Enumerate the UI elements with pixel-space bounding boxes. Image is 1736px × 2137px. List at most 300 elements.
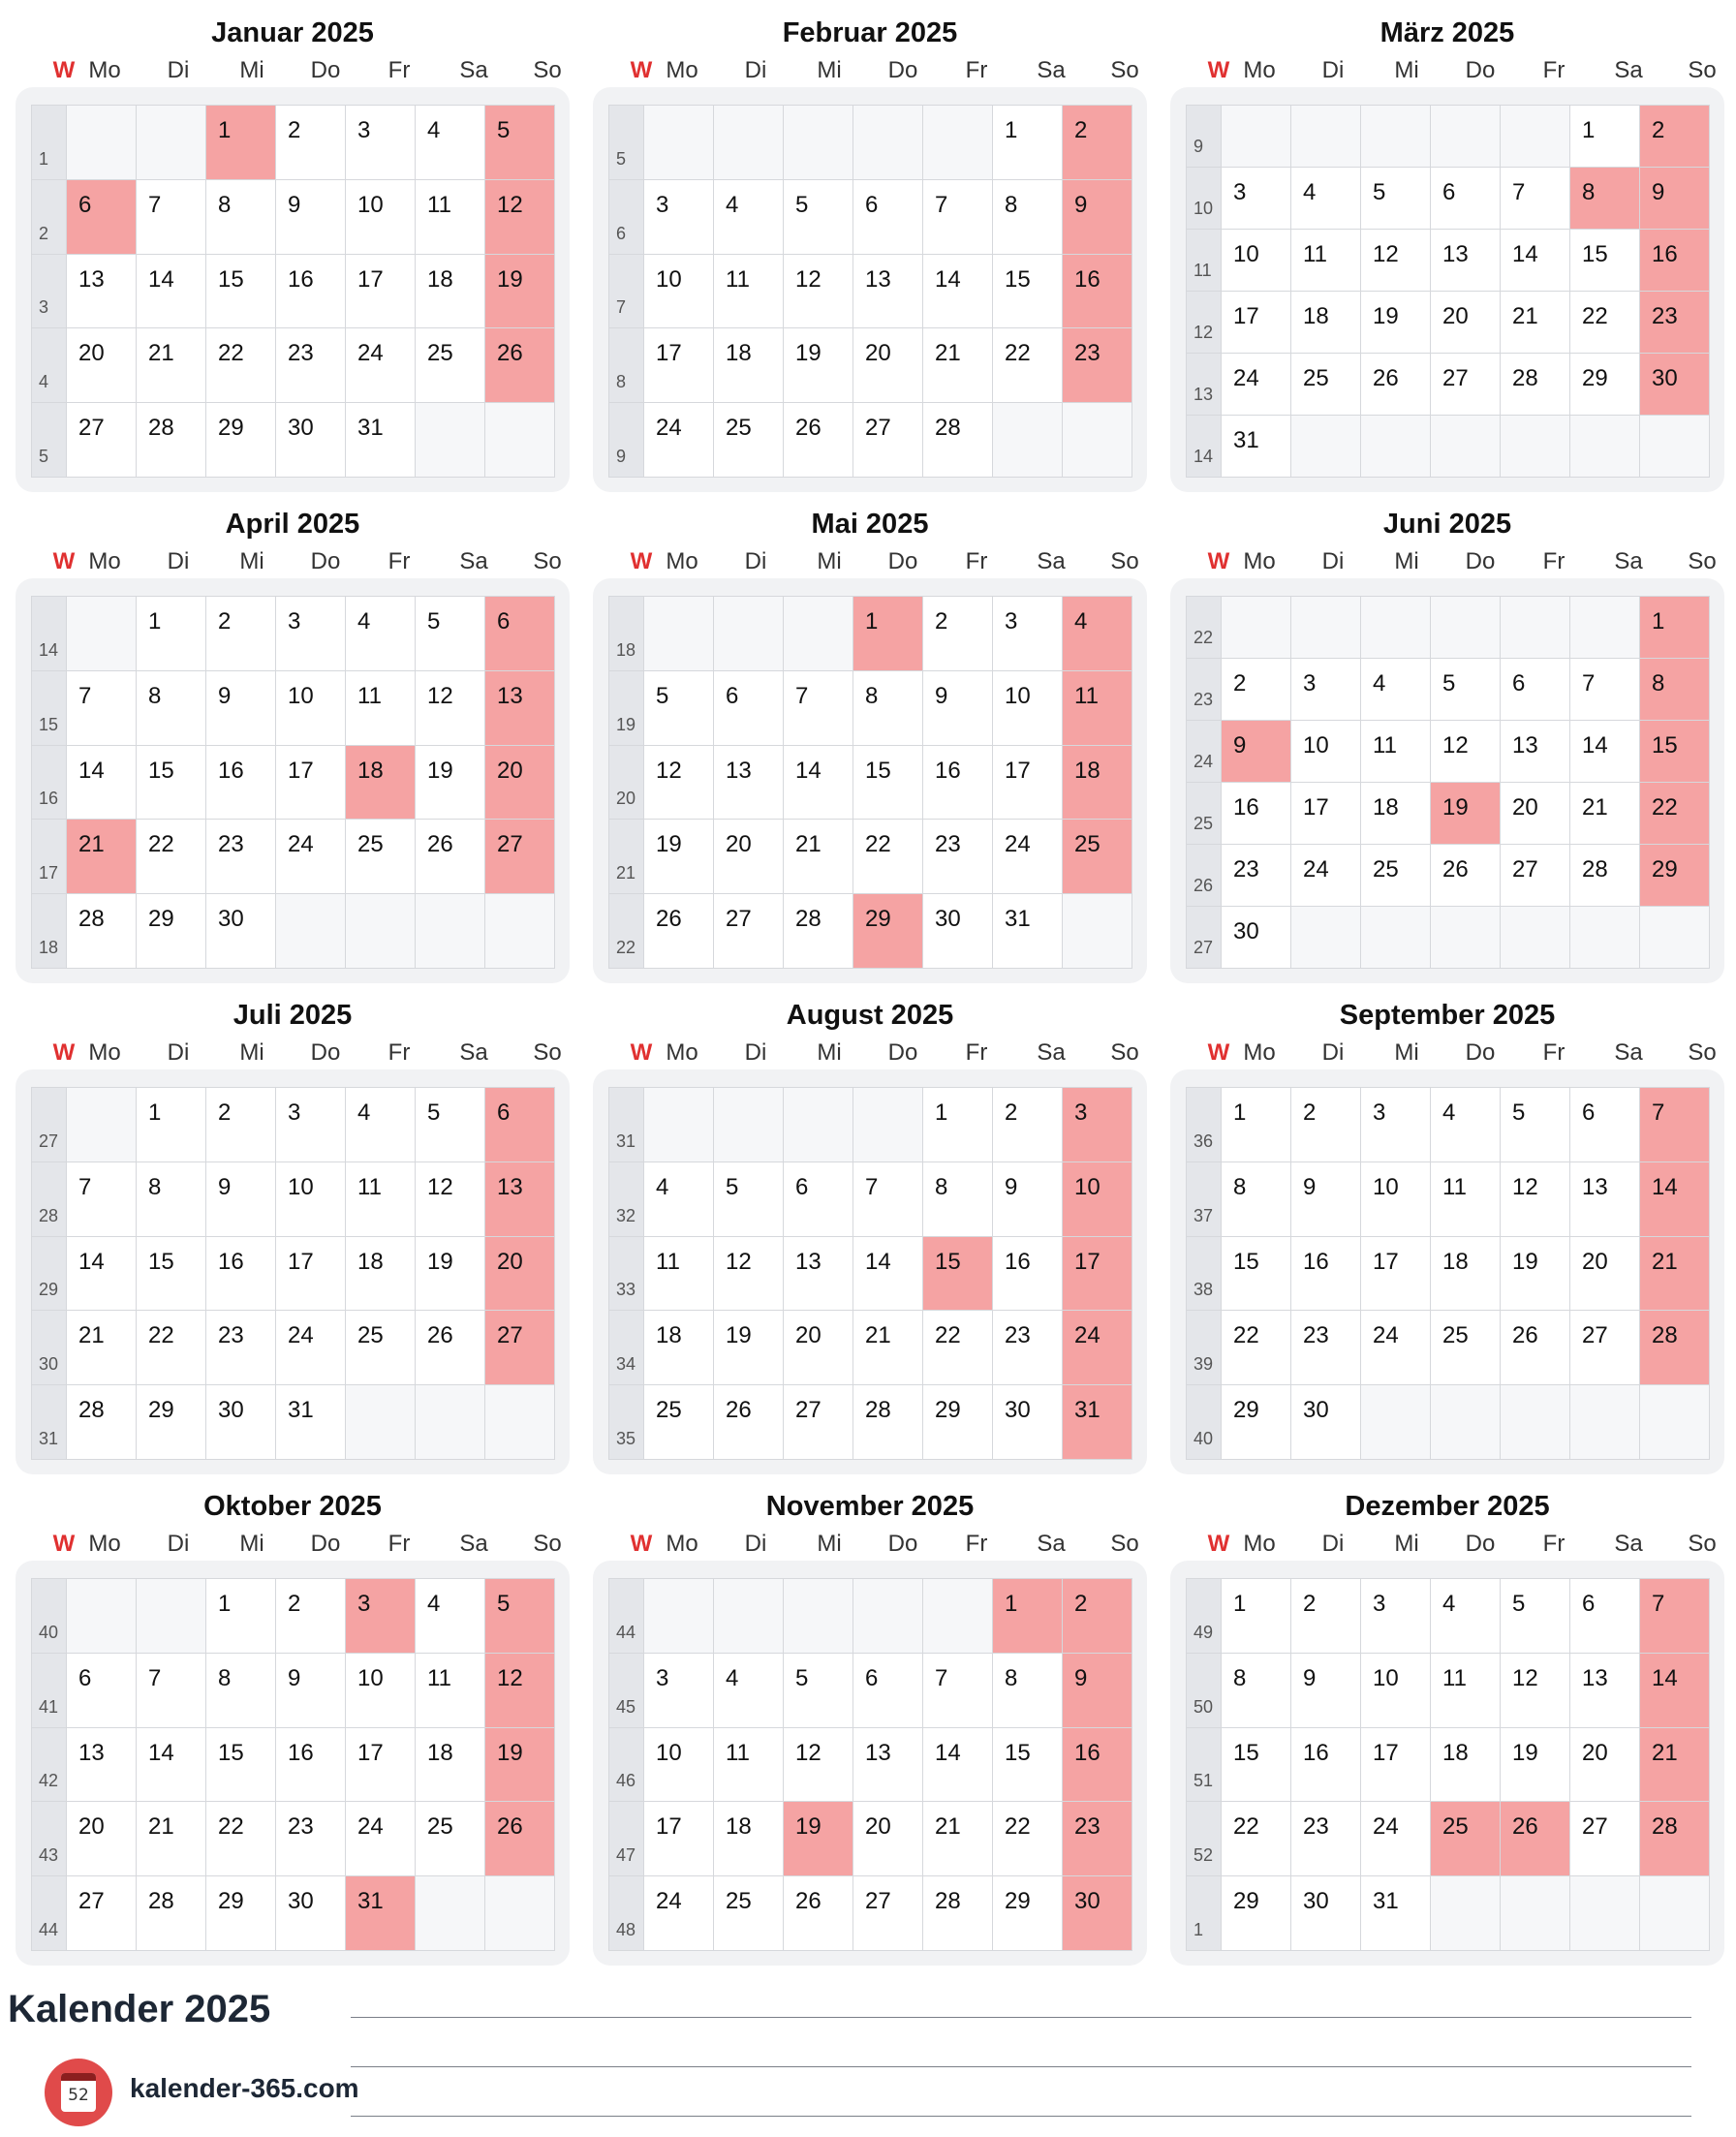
day-cell[interactable] (1431, 292, 1501, 354)
holiday-cell[interactable] (1501, 1802, 1570, 1876)
day-cell[interactable] (784, 1728, 853, 1803)
day-cell[interactable] (1291, 845, 1361, 907)
day-cell[interactable] (1291, 1237, 1361, 1312)
sunday-cell[interactable] (1063, 328, 1132, 403)
day-cell[interactable] (276, 1237, 346, 1312)
day-cell[interactable] (346, 1162, 416, 1237)
day-cell[interactable] (1291, 1385, 1361, 1460)
day-cell[interactable] (1361, 292, 1431, 354)
holiday-cell[interactable] (853, 597, 923, 671)
day-cell[interactable] (67, 746, 137, 821)
day-cell[interactable] (206, 328, 276, 403)
day-cell[interactable] (206, 180, 276, 255)
day-cell[interactable] (1570, 1579, 1640, 1654)
day-cell[interactable] (714, 1802, 784, 1876)
day-cell[interactable] (137, 1311, 206, 1385)
day-cell[interactable] (1222, 1654, 1291, 1728)
day-cell[interactable] (1361, 1237, 1431, 1312)
sunday-cell[interactable] (1640, 1579, 1710, 1654)
holiday-cell[interactable] (67, 820, 137, 894)
day-cell[interactable] (1570, 106, 1640, 168)
day-cell[interactable] (416, 1088, 485, 1162)
day-cell[interactable] (1431, 230, 1501, 292)
day-cell[interactable] (784, 1311, 853, 1385)
day-cell[interactable] (206, 1237, 276, 1312)
day-cell[interactable] (1570, 1802, 1640, 1876)
sunday-cell[interactable] (1063, 820, 1132, 894)
day-cell[interactable] (137, 1237, 206, 1312)
sunday-cell[interactable] (485, 180, 555, 255)
day-cell[interactable] (1361, 168, 1431, 230)
day-cell[interactable] (346, 1311, 416, 1385)
day-cell[interactable] (206, 746, 276, 821)
day-cell[interactable] (1361, 354, 1431, 416)
day-cell[interactable] (276, 1162, 346, 1237)
day-cell[interactable] (346, 1237, 416, 1312)
day-cell[interactable] (1431, 168, 1501, 230)
day-cell[interactable] (67, 328, 137, 403)
day-cell[interactable] (1501, 845, 1570, 907)
day-cell[interactable] (1501, 168, 1570, 230)
day-cell[interactable] (1501, 659, 1570, 721)
day-cell[interactable] (346, 106, 416, 180)
day-cell[interactable] (1570, 230, 1640, 292)
day-cell[interactable] (67, 1728, 137, 1803)
day-cell[interactable] (993, 597, 1063, 671)
day-cell[interactable] (644, 1162, 714, 1237)
day-cell[interactable] (1291, 168, 1361, 230)
sunday-cell[interactable] (485, 671, 555, 746)
day-cell[interactable] (1222, 783, 1291, 845)
day-cell[interactable] (346, 403, 416, 478)
day-cell[interactable] (993, 328, 1063, 403)
sunday-cell[interactable] (1063, 1728, 1132, 1803)
sunday-cell[interactable] (1640, 1162, 1710, 1237)
sunday-cell[interactable] (1063, 1876, 1132, 1951)
day-cell[interactable] (784, 255, 853, 329)
holiday-cell[interactable] (346, 1579, 416, 1654)
sunday-cell[interactable] (485, 1728, 555, 1803)
day-cell[interactable] (1291, 659, 1361, 721)
day-cell[interactable] (784, 1876, 853, 1951)
day-cell[interactable] (1291, 1088, 1361, 1162)
sunday-cell[interactable] (485, 820, 555, 894)
day-cell[interactable] (1222, 1579, 1291, 1654)
sunday-cell[interactable] (1640, 845, 1710, 907)
sunday-cell[interactable] (1063, 1654, 1132, 1728)
day-cell[interactable] (784, 671, 853, 746)
day-cell[interactable] (714, 746, 784, 821)
holiday-cell[interactable] (346, 746, 416, 821)
day-cell[interactable] (416, 671, 485, 746)
holiday-cell[interactable] (206, 106, 276, 180)
sunday-cell[interactable] (1063, 1088, 1132, 1162)
day-cell[interactable] (1222, 659, 1291, 721)
day-cell[interactable] (993, 255, 1063, 329)
day-cell[interactable] (1361, 721, 1431, 783)
day-cell[interactable] (644, 180, 714, 255)
day-cell[interactable] (1570, 292, 1640, 354)
day-cell[interactable] (67, 894, 137, 969)
sunday-cell[interactable] (1063, 1162, 1132, 1237)
day-cell[interactable] (644, 1876, 714, 1951)
day-cell[interactable] (1431, 721, 1501, 783)
day-cell[interactable] (993, 1237, 1063, 1312)
day-cell[interactable] (1570, 783, 1640, 845)
day-cell[interactable] (416, 1162, 485, 1237)
sunday-cell[interactable] (1640, 354, 1710, 416)
day-cell[interactable] (1501, 1237, 1570, 1312)
day-cell[interactable] (1570, 659, 1640, 721)
day-cell[interactable] (993, 1385, 1063, 1460)
day-cell[interactable] (276, 1728, 346, 1803)
day-cell[interactable] (206, 1728, 276, 1803)
day-cell[interactable] (644, 403, 714, 478)
day-cell[interactable] (714, 180, 784, 255)
day-cell[interactable] (993, 1311, 1063, 1385)
day-cell[interactable] (714, 1162, 784, 1237)
day-cell[interactable] (714, 403, 784, 478)
day-cell[interactable] (1570, 1654, 1640, 1728)
day-cell[interactable] (276, 1802, 346, 1876)
holiday-cell[interactable] (1431, 783, 1501, 845)
day-cell[interactable] (1361, 1728, 1431, 1803)
day-cell[interactable] (1291, 230, 1361, 292)
day-cell[interactable] (67, 671, 137, 746)
day-cell[interactable] (923, 1385, 993, 1460)
day-cell[interactable] (993, 1088, 1063, 1162)
day-cell[interactable] (416, 255, 485, 329)
day-cell[interactable] (416, 1728, 485, 1803)
day-cell[interactable] (923, 671, 993, 746)
day-cell[interactable] (644, 894, 714, 969)
day-cell[interactable] (1361, 845, 1431, 907)
day-cell[interactable] (1361, 659, 1431, 721)
day-cell[interactable] (784, 1385, 853, 1460)
sunday-cell[interactable] (1640, 1654, 1710, 1728)
day-cell[interactable] (137, 1728, 206, 1803)
day-cell[interactable] (67, 1876, 137, 1951)
sunday-cell[interactable] (1063, 746, 1132, 821)
day-cell[interactable] (993, 180, 1063, 255)
day-cell[interactable] (1291, 1876, 1361, 1951)
day-cell[interactable] (853, 1876, 923, 1951)
day-cell[interactable] (1570, 1728, 1640, 1803)
day-cell[interactable] (993, 894, 1063, 969)
day-cell[interactable] (416, 1654, 485, 1728)
day-cell[interactable] (276, 106, 346, 180)
day-cell[interactable] (1431, 354, 1501, 416)
day-cell[interactable] (67, 1385, 137, 1460)
day-cell[interactable] (67, 1654, 137, 1728)
day-cell[interactable] (714, 255, 784, 329)
day-cell[interactable] (853, 255, 923, 329)
day-cell[interactable] (1431, 1311, 1501, 1385)
day-cell[interactable] (644, 1802, 714, 1876)
sunday-cell[interactable] (485, 255, 555, 329)
sunday-cell[interactable] (485, 1802, 555, 1876)
sunday-cell[interactable] (1640, 597, 1710, 659)
day-cell[interactable] (346, 1654, 416, 1728)
day-cell[interactable] (923, 1654, 993, 1728)
day-cell[interactable] (206, 894, 276, 969)
day-cell[interactable] (923, 1088, 993, 1162)
day-cell[interactable] (993, 1802, 1063, 1876)
day-cell[interactable] (1361, 783, 1431, 845)
sunday-cell[interactable] (1640, 1237, 1710, 1312)
day-cell[interactable] (276, 328, 346, 403)
day-cell[interactable] (1291, 292, 1361, 354)
day-cell[interactable] (923, 180, 993, 255)
sunday-cell[interactable] (1063, 671, 1132, 746)
day-cell[interactable] (67, 1802, 137, 1876)
day-cell[interactable] (993, 1728, 1063, 1803)
day-cell[interactable] (1501, 721, 1570, 783)
day-cell[interactable] (137, 746, 206, 821)
day-cell[interactable] (206, 1311, 276, 1385)
day-cell[interactable] (276, 820, 346, 894)
day-cell[interactable] (644, 1311, 714, 1385)
day-cell[interactable] (276, 1876, 346, 1951)
day-cell[interactable] (714, 1311, 784, 1385)
day-cell[interactable] (1501, 292, 1570, 354)
day-cell[interactable] (784, 180, 853, 255)
day-cell[interactable] (137, 1088, 206, 1162)
day-cell[interactable] (714, 1728, 784, 1803)
day-cell[interactable] (1291, 1579, 1361, 1654)
day-cell[interactable] (276, 1088, 346, 1162)
day-cell[interactable] (853, 1802, 923, 1876)
day-cell[interactable] (784, 328, 853, 403)
day-cell[interactable] (416, 597, 485, 671)
day-cell[interactable] (1361, 1802, 1431, 1876)
day-cell[interactable] (137, 671, 206, 746)
day-cell[interactable] (1291, 1162, 1361, 1237)
day-cell[interactable] (67, 1237, 137, 1312)
day-cell[interactable] (853, 180, 923, 255)
day-cell[interactable] (416, 1802, 485, 1876)
day-cell[interactable] (416, 820, 485, 894)
day-cell[interactable] (853, 1311, 923, 1385)
day-cell[interactable] (784, 820, 853, 894)
day-cell[interactable] (206, 1162, 276, 1237)
day-cell[interactable] (1431, 845, 1501, 907)
sunday-cell[interactable] (1063, 1385, 1132, 1460)
day-cell[interactable] (923, 1311, 993, 1385)
day-cell[interactable] (784, 1237, 853, 1312)
day-cell[interactable] (346, 255, 416, 329)
sunday-cell[interactable] (1640, 106, 1710, 168)
day-cell[interactable] (346, 1088, 416, 1162)
day-cell[interactable] (416, 1311, 485, 1385)
sunday-cell[interactable] (1640, 292, 1710, 354)
day-cell[interactable] (1291, 783, 1361, 845)
day-cell[interactable] (416, 746, 485, 821)
day-cell[interactable] (346, 597, 416, 671)
day-cell[interactable] (346, 1728, 416, 1803)
day-cell[interactable] (1361, 1311, 1431, 1385)
sunday-cell[interactable] (485, 1162, 555, 1237)
day-cell[interactable] (206, 1802, 276, 1876)
day-cell[interactable] (1222, 1311, 1291, 1385)
day-cell[interactable] (1222, 1162, 1291, 1237)
day-cell[interactable] (346, 328, 416, 403)
day-cell[interactable] (784, 1162, 853, 1237)
day-cell[interactable] (923, 746, 993, 821)
day-cell[interactable] (993, 671, 1063, 746)
day-cell[interactable] (1501, 1088, 1570, 1162)
day-cell[interactable] (1222, 907, 1291, 969)
holiday-cell[interactable] (784, 1802, 853, 1876)
day-cell[interactable] (1222, 1237, 1291, 1312)
day-cell[interactable] (644, 1728, 714, 1803)
day-cell[interactable] (923, 597, 993, 671)
day-cell[interactable] (346, 1802, 416, 1876)
sunday-cell[interactable] (1640, 1728, 1710, 1803)
day-cell[interactable] (1361, 1654, 1431, 1728)
day-cell[interactable] (1291, 354, 1361, 416)
day-cell[interactable] (644, 1654, 714, 1728)
day-cell[interactable] (714, 820, 784, 894)
day-cell[interactable] (1361, 1579, 1431, 1654)
holiday-cell[interactable] (923, 1237, 993, 1312)
sunday-cell[interactable] (1640, 168, 1710, 230)
day-cell[interactable] (1501, 1654, 1570, 1728)
day-cell[interactable] (1222, 1385, 1291, 1460)
day-cell[interactable] (1222, 1802, 1291, 1876)
day-cell[interactable] (1501, 1311, 1570, 1385)
day-cell[interactable] (993, 1876, 1063, 1951)
day-cell[interactable] (206, 255, 276, 329)
sunday-cell[interactable] (1063, 597, 1132, 671)
day-cell[interactable] (853, 820, 923, 894)
day-cell[interactable] (1291, 721, 1361, 783)
day-cell[interactable] (206, 1088, 276, 1162)
day-cell[interactable] (784, 403, 853, 478)
day-cell[interactable] (923, 820, 993, 894)
day-cell[interactable] (644, 671, 714, 746)
day-cell[interactable] (714, 894, 784, 969)
day-cell[interactable] (276, 180, 346, 255)
day-cell[interactable] (137, 597, 206, 671)
day-cell[interactable] (853, 1654, 923, 1728)
day-cell[interactable] (1222, 354, 1291, 416)
day-cell[interactable] (416, 1579, 485, 1654)
day-cell[interactable] (137, 1385, 206, 1460)
holiday-cell[interactable] (67, 180, 137, 255)
day-cell[interactable] (1222, 1088, 1291, 1162)
holiday-cell[interactable] (1222, 721, 1291, 783)
day-cell[interactable] (67, 1311, 137, 1385)
sunday-cell[interactable] (1640, 1088, 1710, 1162)
day-cell[interactable] (644, 328, 714, 403)
day-cell[interactable] (784, 746, 853, 821)
day-cell[interactable] (206, 671, 276, 746)
day-cell[interactable] (137, 328, 206, 403)
sunday-cell[interactable] (1063, 1802, 1132, 1876)
holiday-cell[interactable] (993, 1579, 1063, 1654)
day-cell[interactable] (1570, 721, 1640, 783)
sunday-cell[interactable] (1640, 783, 1710, 845)
day-cell[interactable] (1222, 1728, 1291, 1803)
day-cell[interactable] (853, 1162, 923, 1237)
day-cell[interactable] (853, 1728, 923, 1803)
day-cell[interactable] (1291, 1802, 1361, 1876)
day-cell[interactable] (137, 894, 206, 969)
day-cell[interactable] (1361, 1876, 1431, 1951)
day-cell[interactable] (416, 1237, 485, 1312)
day-cell[interactable] (853, 328, 923, 403)
day-cell[interactable] (1431, 1579, 1501, 1654)
day-cell[interactable] (276, 671, 346, 746)
day-cell[interactable] (923, 328, 993, 403)
day-cell[interactable] (206, 403, 276, 478)
day-cell[interactable] (1291, 1654, 1361, 1728)
day-cell[interactable] (276, 403, 346, 478)
day-cell[interactable] (1501, 783, 1570, 845)
day-cell[interactable] (1222, 168, 1291, 230)
day-cell[interactable] (993, 1162, 1063, 1237)
day-cell[interactable] (137, 1802, 206, 1876)
day-cell[interactable] (1361, 230, 1431, 292)
day-cell[interactable] (206, 1654, 276, 1728)
day-cell[interactable] (923, 255, 993, 329)
day-cell[interactable] (1222, 1876, 1291, 1951)
day-cell[interactable] (1361, 1088, 1431, 1162)
sunday-cell[interactable] (1640, 230, 1710, 292)
day-cell[interactable] (1431, 1162, 1501, 1237)
day-cell[interactable] (1570, 1088, 1640, 1162)
day-cell[interactable] (416, 180, 485, 255)
day-cell[interactable] (137, 255, 206, 329)
day-cell[interactable] (714, 1876, 784, 1951)
day-cell[interactable] (1431, 1088, 1501, 1162)
day-cell[interactable] (346, 180, 416, 255)
sunday-cell[interactable] (485, 746, 555, 821)
day-cell[interactable] (206, 597, 276, 671)
day-cell[interactable] (67, 1162, 137, 1237)
day-cell[interactable] (276, 1385, 346, 1460)
sunday-cell[interactable] (1640, 721, 1710, 783)
day-cell[interactable] (923, 1802, 993, 1876)
sunday-cell[interactable] (1640, 1311, 1710, 1385)
day-cell[interactable] (276, 597, 346, 671)
day-cell[interactable] (993, 1654, 1063, 1728)
day-cell[interactable] (853, 403, 923, 478)
sunday-cell[interactable] (485, 597, 555, 671)
day-cell[interactable] (644, 1237, 714, 1312)
sunday-cell[interactable] (485, 1237, 555, 1312)
day-cell[interactable] (1501, 230, 1570, 292)
sunday-cell[interactable] (485, 1579, 555, 1654)
day-cell[interactable] (276, 746, 346, 821)
sunday-cell[interactable] (485, 1654, 555, 1728)
day-cell[interactable] (923, 894, 993, 969)
day-cell[interactable] (137, 1654, 206, 1728)
day-cell[interactable] (644, 255, 714, 329)
day-cell[interactable] (644, 820, 714, 894)
day-cell[interactable] (1222, 845, 1291, 907)
day-cell[interactable] (853, 671, 923, 746)
day-cell[interactable] (1501, 354, 1570, 416)
sunday-cell[interactable] (1063, 1237, 1132, 1312)
day-cell[interactable] (784, 1654, 853, 1728)
day-cell[interactable] (276, 1579, 346, 1654)
day-cell[interactable] (923, 403, 993, 478)
day-cell[interactable] (1570, 1311, 1640, 1385)
day-cell[interactable] (1222, 230, 1291, 292)
sunday-cell[interactable] (1063, 1311, 1132, 1385)
